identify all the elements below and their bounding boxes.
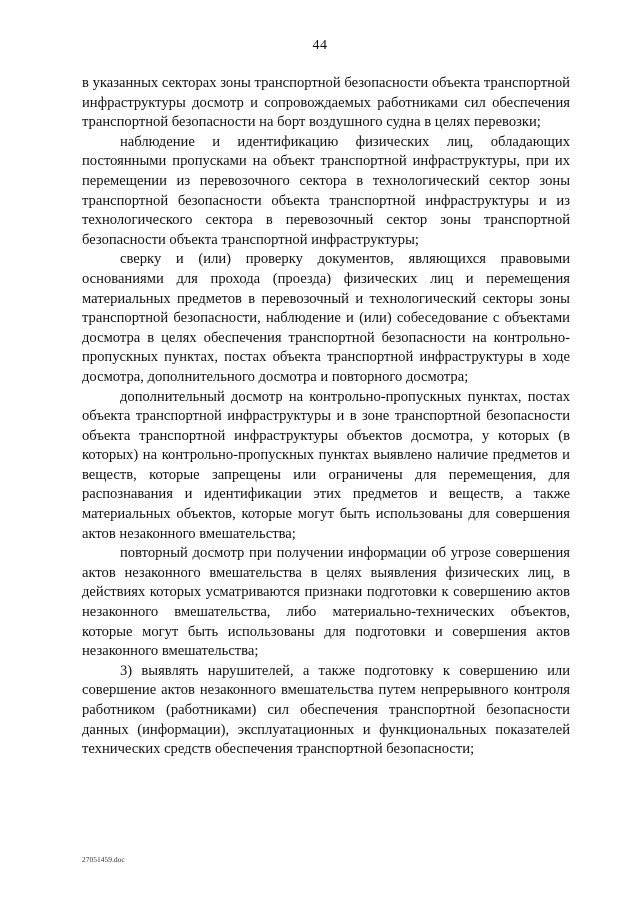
page-number: 44: [312, 38, 328, 53]
paragraph: в указанных секторах зоны транспортной безопасности объекта транспортной инфраструктуры досмотр и сопровождаемых работниками сил обеспечения транспортной безопасности на борт воздушного судна в целях перевозки;: [82, 75, 570, 131]
document-file-id: 27051459.doc: [82, 855, 125, 864]
paragraph: повторный досмотр при получении информации об угрозе совершения актов незаконного вмешательства в целях выявления физических лиц, в действиях которых усматриваются признаки подготовки к совершению актов незаконного вмешательства, либо материально-технических объектов, которые могут быть использованы для подготовки и совершения актов незаконного вмешательства;: [82, 545, 570, 660]
paragraph: наблюдение и идентификацию физических лиц, обладающих постоянными пропусками на объект транспортной инфраструктуры, при их перемещении из перевозочного сектора в технологический сектор зоны транспортной безопасности объекта транспортной инфраструктуры и из технологического сектора в перевозочный сектор зоны транспортной безопасности объекта транспортной инфраструктуры;: [82, 133, 570, 248]
paragraph: дополнительный досмотр на контрольно-пропускных пунктах, постах объекта транспортной инфраструктуры и в зоне транспортной безопасности объекта транспортной инфраструктуры объектов досмотра, у которых (в которых) на контрольно-пропускных пунктах выявлено наличие предметов и веществ, которые запрещены или ограничены для перемещения, для распознавания и идентификации этих предметов и веществ, а также материальных объектов, которые могут быть использованы для совершения актов незаконного вмешательства;: [82, 388, 570, 542]
paragraph: сверку и (или) проверку документов, являющихся правовыми основаниями для прохода (проезда) физических лиц и перемещения материальных предметов в перевозочный и технологический секторы зоны транспортной безопасности, наблюдение и (или) собеседование с объектами досмотра в целях обеспечения транспортной безопасности на контрольно-пропускных пунктах, постах объекта транспортной инфраструктуры в ходе досмотра, дополнительного досмотра и повторного досмотра;: [82, 251, 570, 385]
document-body: [82, 74, 570, 760]
paragraph: 3) выявлять нарушителей, а также подготовку к совершению или совершение актов незаконного вмешательства путем непрерывного контроля работником (работниками) сил обеспечения транспортной безопасности данных (информации), эксплуатационных и функциональных показателей технических средств обеспечения транспортной безопасности;: [82, 662, 570, 758]
